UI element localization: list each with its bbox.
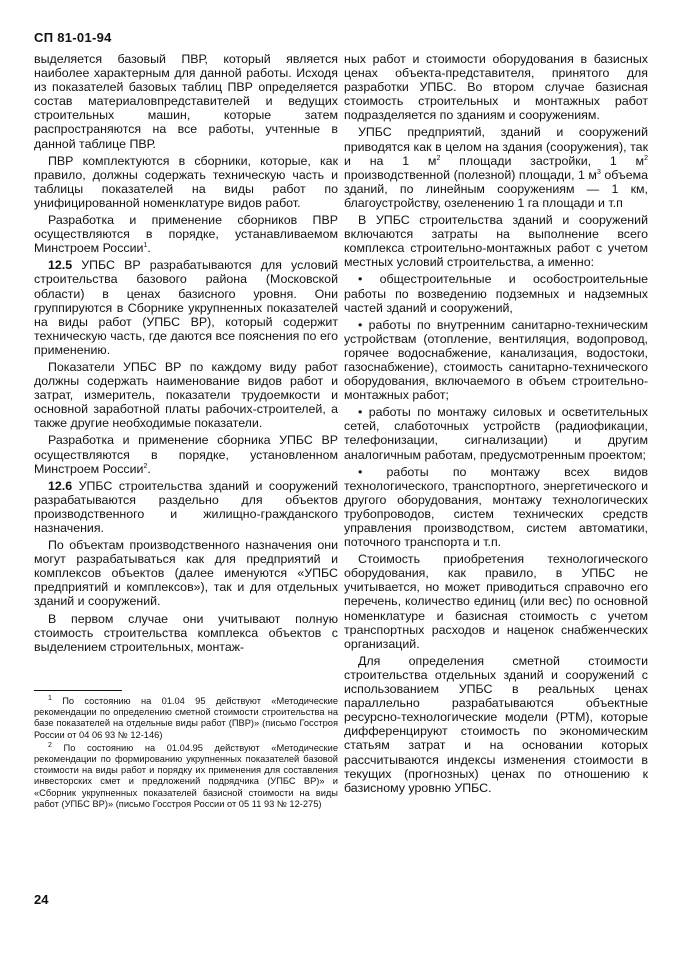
footnote-2	[34, 743, 338, 810]
paragraph-end: .	[147, 241, 151, 256]
footnote-divider	[34, 690, 122, 691]
paragraph: Показатели УПБС ВР по каждому виду работ должны содержать наименование видов работ и затрат, измеритель, показатели трудоемкости и основной заработной платы рабочих-строителей, а также другие необходимые показатели.	[34, 359, 338, 431]
paragraph-text: объема зданий, по линейным сооружениям — 1 км, благоустройству, озеленению 1 га площади и т.п	[344, 167, 648, 210]
footnotes	[34, 696, 338, 812]
paragraph: Стоимость приобретения технологического оборудования, как правило, в УПБС не учитывается, но может приводиться справочно его перечень, количество единиц (или вес) по основной номенклатуре и базисная стоимость с учетом транспортных расходов и наценок снабженческих организаций.	[344, 552, 648, 651]
footnote-ref: 1	[143, 242, 148, 250]
superscript: 2	[436, 154, 441, 162]
document-code-header: СП 81-01-94	[34, 30, 112, 45]
right-column	[344, 52, 648, 798]
paragraph: По объектам производственного назначения они могут разрабатываться как для предприятий и комплексов объектов (далее именуются «УПБС предприятий и комплексов»), так и для отдельных зданий и сооружений.	[34, 538, 338, 609]
footnote-text: По состоянию на 01.04.95 действуют «Методические рекомендации по формированию укрупненных показателей базовой стоимости на виды работ и порядку их применения для составления инвесторских смет и предложений подрядчика (УПБС ВР)» и «Сборник укрупненных показателей базисной стоимости на виды работ (УПБС ВР)» (письмо Госстроя России от 05 11 93 № 12-275)	[34, 742, 338, 809]
paragraph: В УПБС строительства зданий и сооружений включаются затраты на выполнение всего комплекса строительно-монтажных работ с учетом местных условий строительства, а именно:	[344, 213, 648, 270]
footnote-mark: 1	[48, 694, 52, 702]
bullet-item: • работы по внутренним санитарно-техническим устройствам (отопление, вентиляция, водопровод, горячее водоснабжение, канализация, водостоки, газоснабжение), стоимость санитарно-технического оборудования, включаемого в объем строительно-монтажных работ;	[344, 317, 648, 403]
paragraph: Для определения сметной стоимости строительства отдельных зданий и сооружений с использованием УПБС в реальных ценах параллельно разрабатываются объектные ресурсно-технологические модели (РТМ), которые дифференцируют стоимость по экономическим статьям затрат и на основании которых рассчитываются индексы изменения стоимости в текущих (прогнозных) ценах по отношению к базисному уровню УПБС.	[344, 653, 648, 795]
paragraph-text: площади застройки, 1 м	[440, 153, 645, 168]
footnote-text: По состоянию на 01.04 95 действуют «Методические рекомендации по определению сметной стоимости строительства на базе показателей на отдельные виды работ (ПВР)» (письмо Госстроя России от 04 06 93 № 12-146)	[34, 696, 338, 740]
section-number: 12.6	[48, 478, 73, 493]
section-12-6	[34, 479, 338, 535]
bullet-item: • работы по монтажу всех видов технологического, транспортного, энергетического и другого оборудования, монтажу технологических трубопроводов, систем технических средств управления производством, систем автоматики, поточного транспорта и т.п.	[344, 464, 648, 550]
paragraph-end: .	[147, 461, 151, 476]
bullet-item: • работы по монтажу силовых и осветительных сетей, слаботочных устройств (радиофикации, телефонизации, сигнализации) и другим аналогичным работам, предусмотренным проектом;	[344, 405, 648, 462]
left-column	[34, 52, 338, 657]
bullet-item: • общестроительные и особостроительные работы по возведению подземных и надземных частей зданий и сооружений,	[344, 272, 648, 315]
paragraph: ных работ и стоимости оборудования в базисных ценах объекта-представителя, принятого для разработки УПБС. Во втором случае базисная стоимость строительных и монтажных работ подразделяется по зданиям и сооружениям.	[344, 52, 648, 123]
superscript: 2	[644, 154, 648, 162]
footnote-ref: 2	[143, 462, 148, 470]
section-text: УПБС ВР разрабатываются для условий строительства базового района (Московской области) в ценах базисного уровня. Они группируются в Сборнике укрупненных показателей на виды работ (УПБС ВР), который содержит техническую часть, где даются все пояснения по его применению.	[34, 258, 338, 357]
section-12-5	[34, 258, 338, 357]
footnote-1	[34, 696, 338, 741]
page-number: 24	[34, 892, 49, 907]
section-number: 12.5	[48, 258, 73, 273]
paragraph-text: производственной (полезной) площади, 1 м	[344, 167, 597, 182]
paragraph: В первом случае они учитывают полную стоимость строительства комплекса объектов с выделением строительных, монтаж-	[34, 611, 338, 654]
paragraph	[34, 433, 338, 475]
superscript: 3	[596, 168, 601, 176]
footnote-mark: 2	[48, 741, 52, 749]
section-text: УПБС строительства зданий и сооружений разрабатываются раздельно для объектов производственного и жилищно-гражданского назначения.	[34, 478, 338, 535]
paragraph-text: Разработка и применение сборников ПВР осуществляются в порядке, устанавливаемом Минстроем России	[34, 213, 338, 256]
paragraph: ПВР комплектуются в сборники, которые, как правило, должны содержать техническую часть и таблицы показателей на виды работ по унифицированной номенклатуре видов работ.	[34, 153, 338, 210]
paragraph-text: УПБС предприятий, зданий и сооружений приводятся как в целом на здания (сооружения), так и на 1 м	[344, 125, 648, 168]
paragraph	[34, 213, 338, 255]
paragraph	[344, 125, 648, 210]
paragraph: выделяется базовый ПВР, который является наиболее характерным для данной работы. Исходя из показателей базовых таблиц ПВР определяется состав материаловпредставителей и ведущих строительных машин, которые затем распространяются на все работы, учтенные в данной таблице ПВР.	[34, 52, 338, 151]
paragraph-text: Разработка и применение сборника УПБС ВР осуществляются в порядке, установленном Минстроем России	[34, 433, 338, 476]
